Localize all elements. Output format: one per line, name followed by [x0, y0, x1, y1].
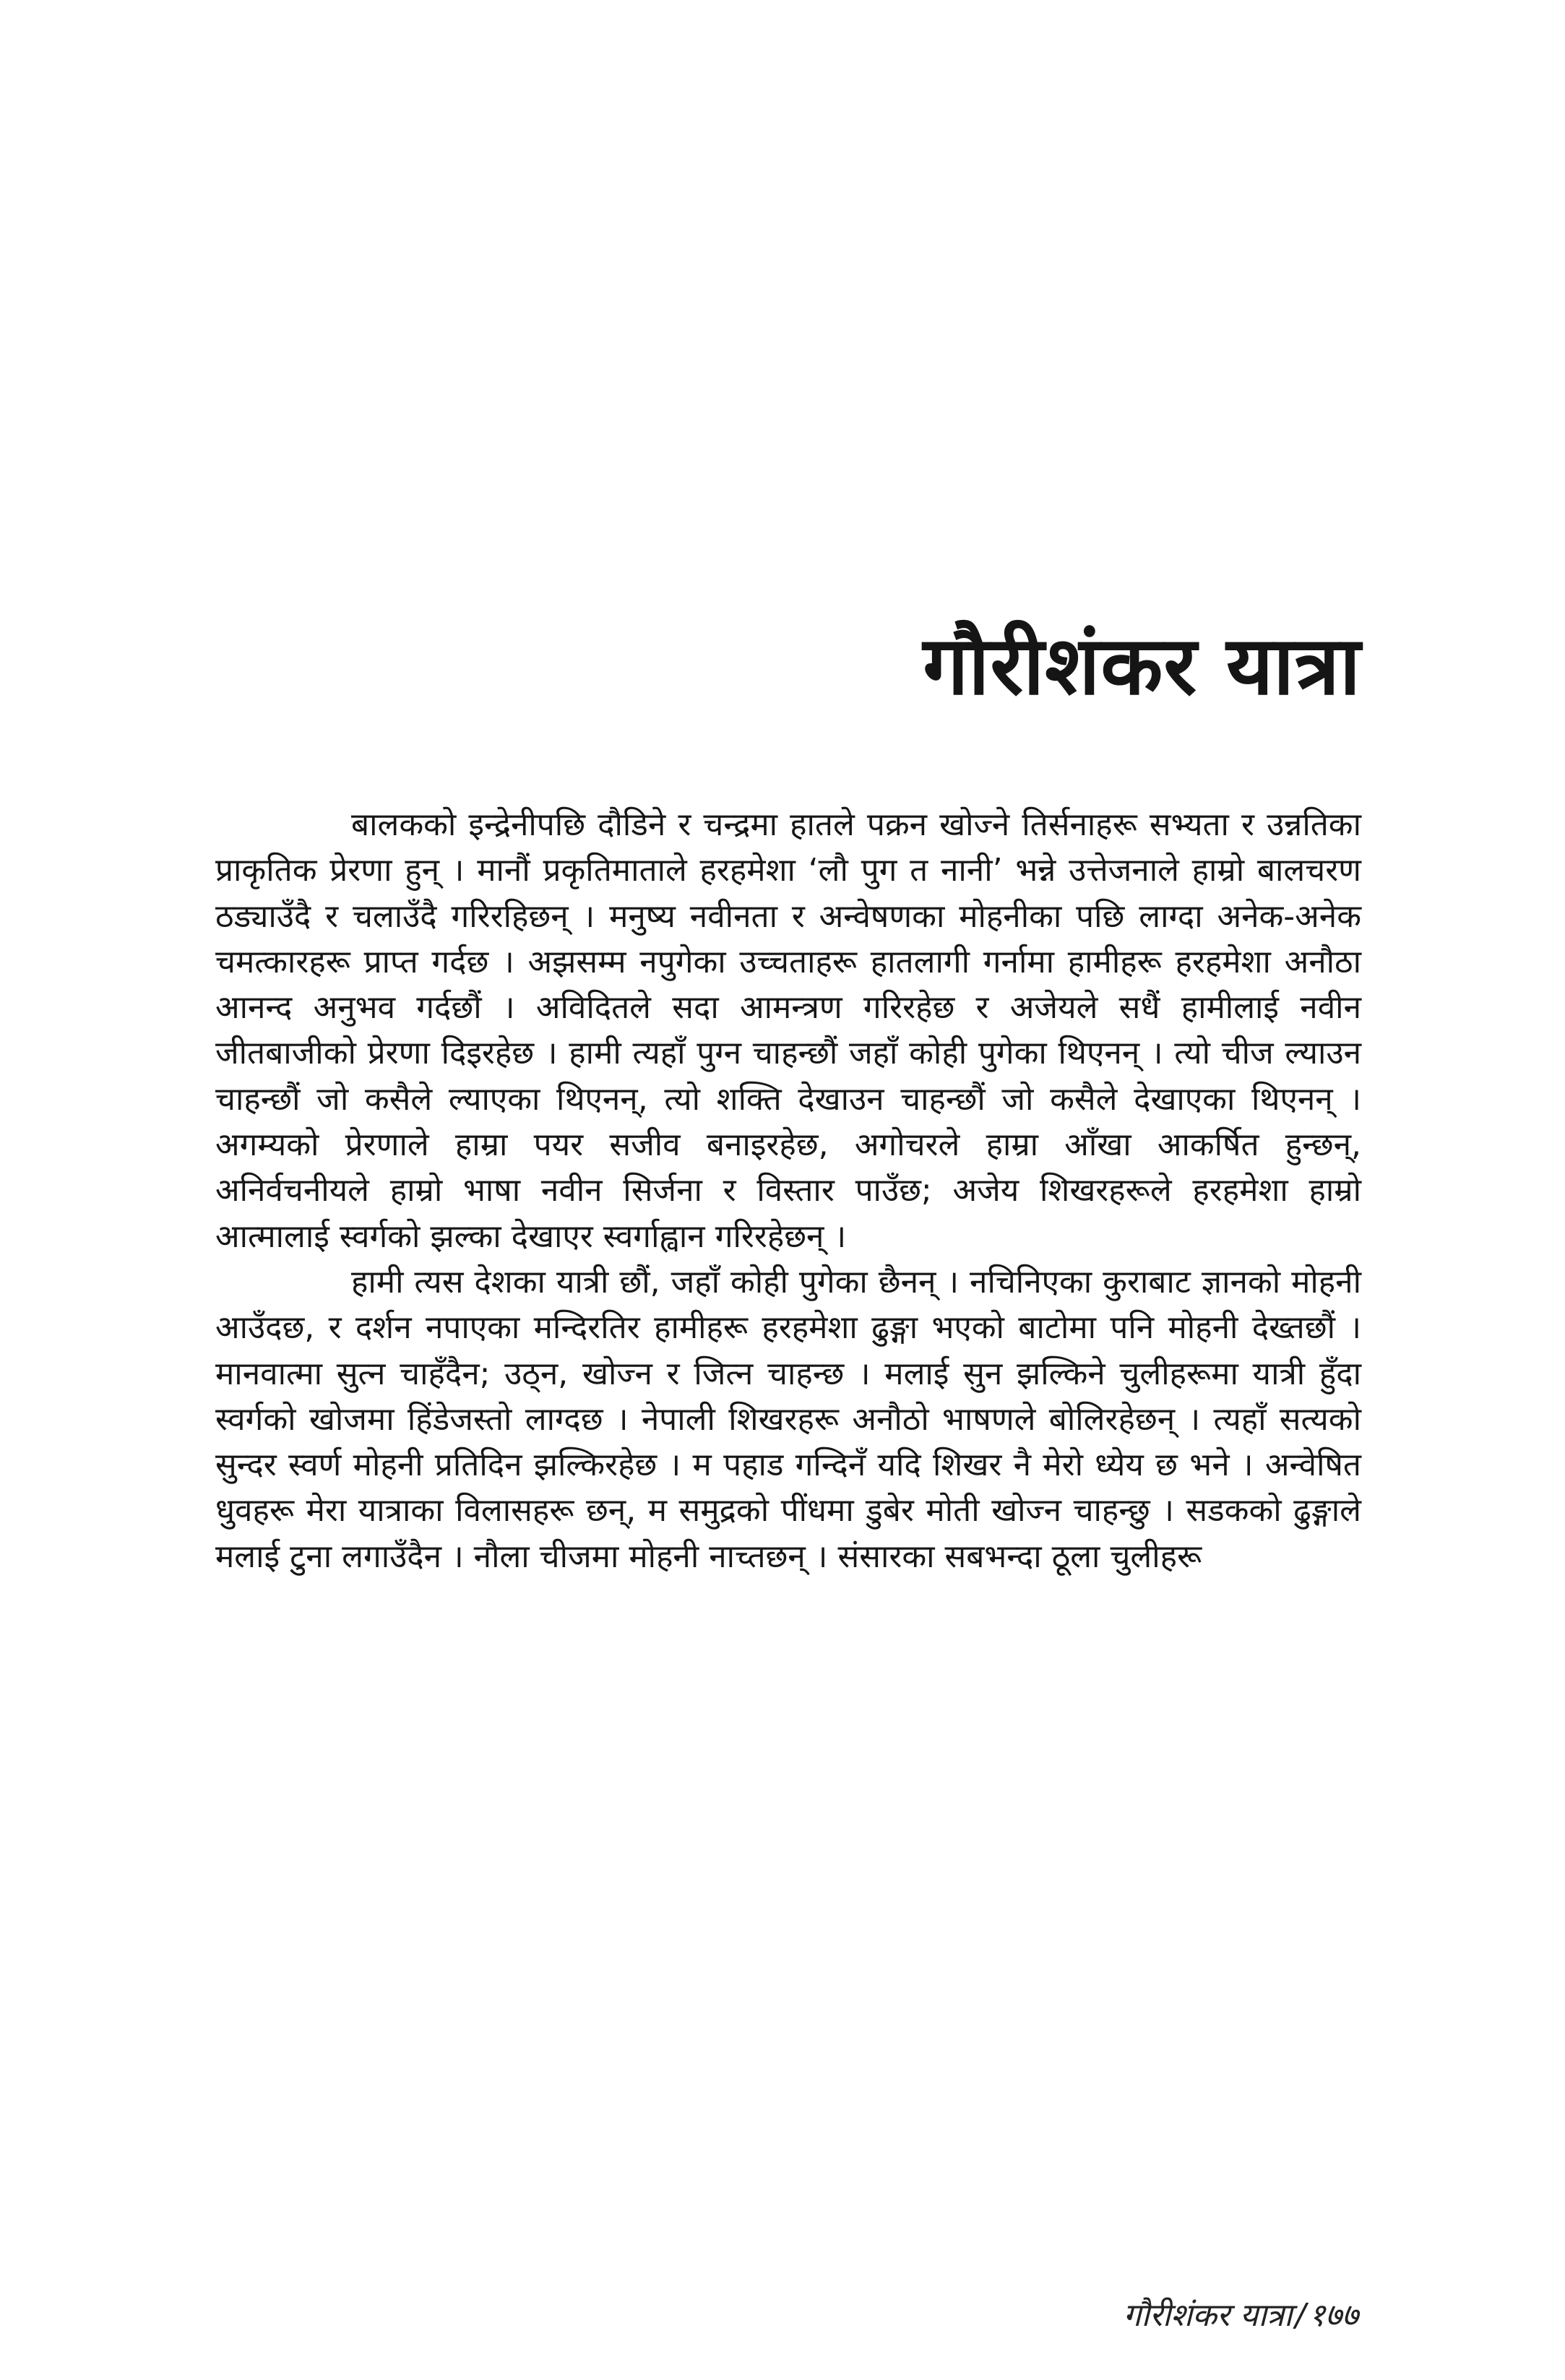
- paragraph-2: हामी त्यस देशका यात्री छौं, जहाँ कोही पुगेका छैनन् । नचिनिएका कुराबाट ज्ञानको मोहनी आउँदछ, र दर्शन नपाएका मन्दिरतिर हामीहरू हरहमेशा ढुङ्गा भएको बाटोमा पनि मोहनी देख्तछौं । मानवात्मा सुत्न चाहँदैन; उठ्न, खोज्न र जित्न चाहन्छ । मलाई सुन झल्किने चुलीहरूमा यात्री हुँदा स्वर्गको खोजमा हिंडेजस्तो लाग्दछ । नेपाली शिखरहरू अनौठो भाषणले बोलिरहेछन् । त्यहाँ सत्यको सुन्दर स्वर्ण मोहनी प्रतिदिन झल्किरहेछ । म पहाड गन्दिनँ यदि शिखर नै मेरो ध्येय छ भने । अन्वेषित धुवहरू मेरा यात्राका विलासहरू छन्, म समुद्रको पींधमा डुबेर मोती खोज्न चाहन्छु । सडकको ढुङ्गाले मलाई टुना लगाउँदैन । नौला चीजमा मोहनी नाच्तछन् । संसारका सबभन्दा ठूला चुलीहरू: [215, 1263, 1361, 1575]
- body-text: [215, 802, 1361, 1579]
- running-title: गौरीशंकर यात्रा: [1123, 2297, 1293, 2334]
- page-number: १७७: [1309, 2297, 1358, 2334]
- footer-separator: /: [1295, 2297, 1306, 2334]
- chapter-title: गौरीशंकर यात्रा: [923, 619, 1361, 713]
- page-footer: [1124, 2292, 1358, 2335]
- paragraph-1: बालकको इन्द्रेनीपछि दौडिने र चन्द्रमा हातले पक्रन खोज्ने तिर्सनाहरू सभ्यता र उन्नतिका प्राकृतिक प्रेरणा हुन् । मानौं प्रकृतिमाताले हरहमेशा ‘लौ पुग त नानी’ भन्ने उत्तेजनाले हाम्रो बालचरण ठड्याउँदै र चलाउँदै गरिरहिछन् । मनुष्य नवीनता र अन्वेषणका मोहनीका पछि लाग्दा अनेक-अनेक चमत्कारहरू प्राप्त गर्दछ । अझसम्म नपुगेका उच्चताहरू हातलागी गर्नामा हामीहरू हरहमेशा अनौठा आनन्द अनुभव गर्दछौं । अविदितले सदा आमन्त्रण गरिरहेछ र अजेयले सधैं हामीलाई नवीन जीतबाजीको प्रेरणा दिइरहेछ । हामी त्यहाँ पुग्न चाहन्छौं जहाँ कोही पुगेका थिएनन् । त्यो चीज ल्याउन चाहन्छौं जो कसैले ल्याएका थिएनन्, त्यो शक्ति देखाउन चाहन्छौं जो कसैले देखाएका थिएनन् । अगम्यको प्रेरणाले हाम्रा पयर सजीव बनाइरहेछ, अगोचरले हाम्रा आँखा आकर्षित हुन्छन्, अनिर्वचनीयले हाम्रो भाषा नवीन सिर्जना र विस्तार पाउँछ; अजेय शिखरहरूले हरहमेशा हाम्रो आत्मालाई स्वर्गको झल्का देखाएर स्वर्गाह्वान गरिरहेछन् ।: [215, 806, 1361, 1255]
